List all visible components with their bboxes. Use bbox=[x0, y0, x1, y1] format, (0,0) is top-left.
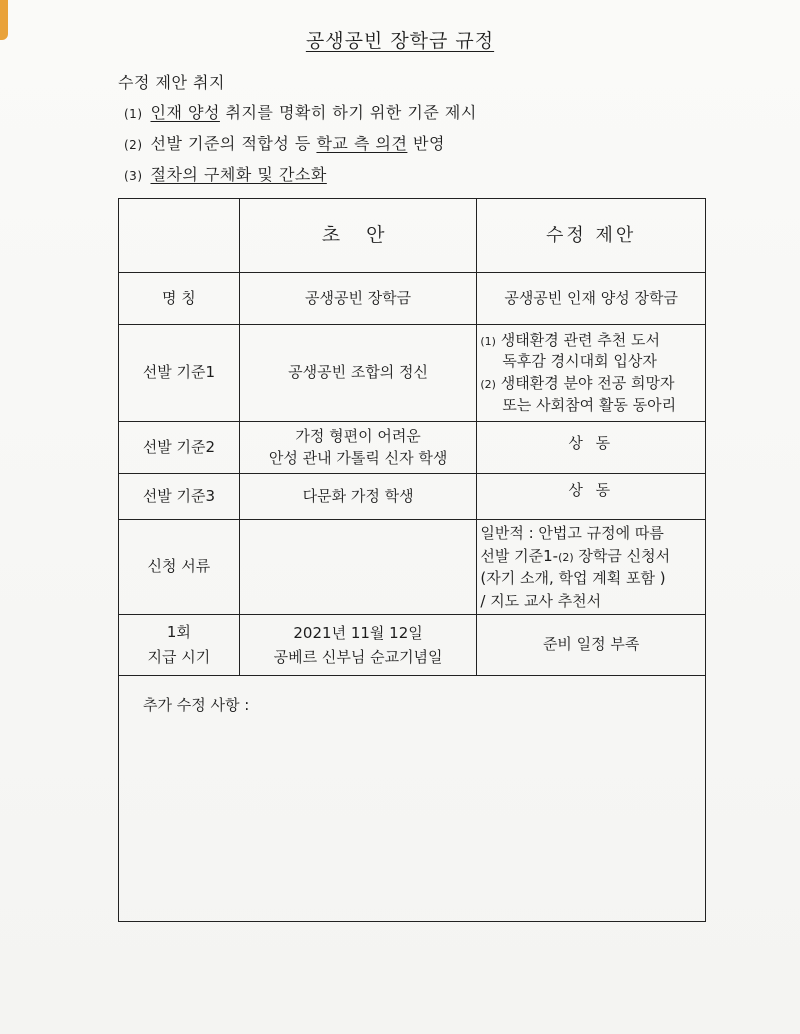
proposal-line: 독후감 경시대회 입상자 bbox=[502, 352, 657, 371]
row-documents bbox=[119, 520, 706, 615]
table-header-row bbox=[119, 199, 706, 273]
header-proposal: 수정 제안 bbox=[477, 199, 706, 273]
draft-cell: 공생공빈 장학금 bbox=[239, 273, 477, 325]
purpose-item-3: (3) 절차의 구체화 및 간소화 bbox=[124, 165, 327, 184]
proposal-line: 또는 사회참여 활동 동아리 bbox=[502, 395, 677, 414]
row-label: 신청 서류 bbox=[119, 520, 240, 615]
row-label: 선발 기준2 bbox=[119, 422, 240, 474]
row-label: 1회 지급 시기 bbox=[119, 615, 240, 676]
proposal-cell: 일반적 : 안법고 규정에 따름 선발 기준1-(2) 장학금 신청서 (자기 소개, 학업 계획 포함 ) / 지도 교사 추천서 bbox=[477, 520, 706, 615]
draft-cell bbox=[239, 520, 477, 615]
extra-notes-cell: 추가 수정 사항 : bbox=[119, 676, 706, 922]
row-label: 선발 기준3 bbox=[119, 474, 240, 520]
row-criteria3 bbox=[119, 474, 706, 520]
draft-cell: 공생공빈 조합의 정신 bbox=[239, 325, 477, 422]
row-name bbox=[119, 273, 706, 325]
purpose-heading: 수정 제안 취지 bbox=[118, 73, 225, 92]
draft-cell: 다문화 가정 학생 bbox=[239, 474, 477, 520]
proposal-cell: 상 동 bbox=[477, 474, 706, 520]
row-payment bbox=[119, 615, 706, 676]
proposal-cell: 준비 일정 부족 bbox=[477, 615, 706, 676]
proposal-line: (1) 생태환경 관련 추천 도서 bbox=[480, 330, 660, 349]
row-label: 선발 기준1 bbox=[119, 325, 240, 422]
scholarship-rules-table bbox=[118, 198, 706, 922]
header-draft: 초 안 bbox=[239, 199, 477, 273]
draft-cell: 가정 형편이 어려운 안성 관내 가톨릭 신자 학생 bbox=[239, 422, 477, 474]
row-criteria1 bbox=[119, 325, 706, 422]
proposal-cell bbox=[477, 325, 706, 422]
purpose-item-1: (1) 인재 양성 취지를 명확히 하기 위한 기준 제시 bbox=[124, 103, 477, 122]
document-title: 공생공빈 장학금 규정 bbox=[305, 30, 495, 52]
row-extra-notes bbox=[119, 676, 706, 922]
header-empty-cell bbox=[119, 199, 240, 273]
proposal-cell: 상 동 bbox=[477, 422, 706, 474]
proposal-cell: 공생공빈 인재 양성 장학금 bbox=[477, 273, 706, 325]
row-label: 명 칭 bbox=[119, 273, 240, 325]
proposal-line: (2) 생태환경 분야 전공 희망자 bbox=[480, 374, 675, 392]
draft-cell: 2021년 11월 12일 공베르 신부님 순교기념일 bbox=[239, 615, 477, 676]
purpose-item-2: (2) 선발 기준의 적합성 등 학교 측 의견 반영 bbox=[124, 134, 445, 153]
row-criteria2 bbox=[119, 422, 706, 474]
